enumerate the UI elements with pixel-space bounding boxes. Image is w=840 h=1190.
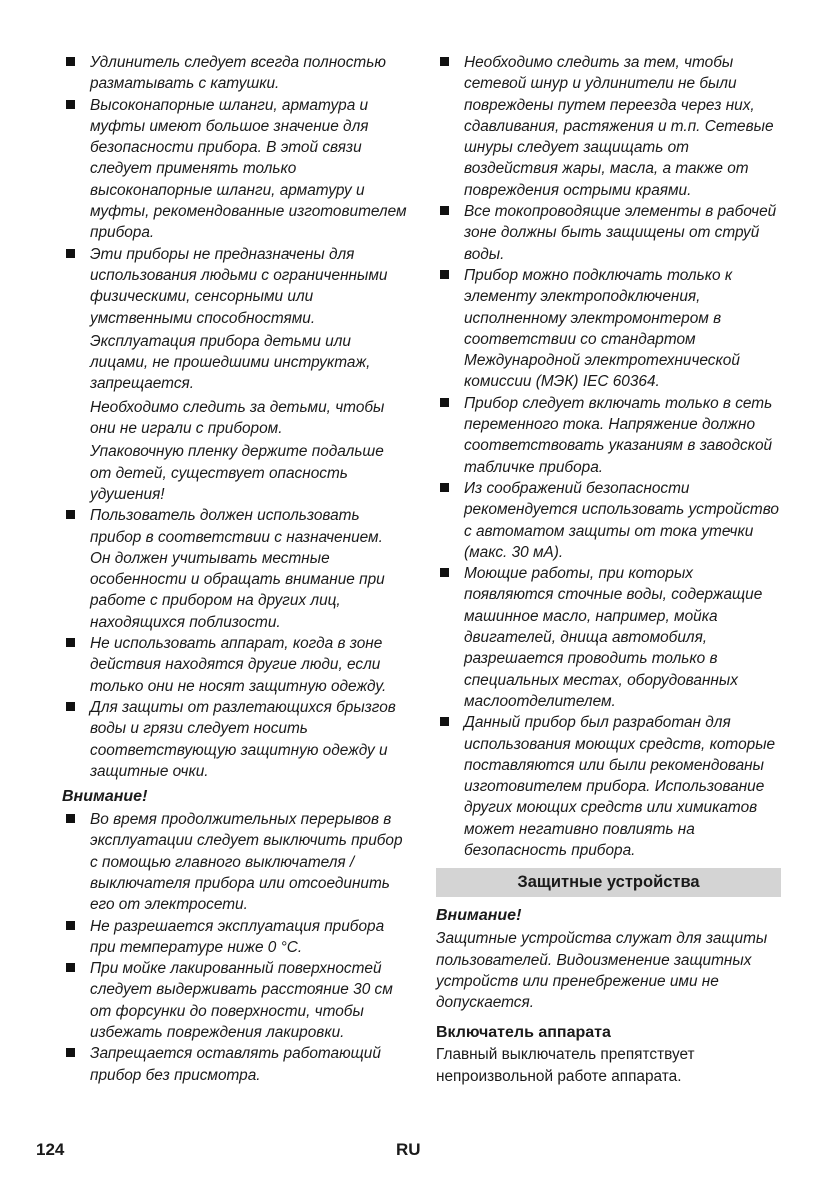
list-item <box>436 201 781 265</box>
list-item <box>62 958 407 1043</box>
list-item-text: При мойке лакированный поверхностей следует выдерживать расстояние 30 см от форсунки до поверхности, чтобы избежать повреждения лакировки. <box>90 960 393 1042</box>
square-bullet-icon <box>440 398 449 407</box>
left-bullet-list-top <box>62 52 407 782</box>
list-item-text: Пользователь должен использовать прибор в соответствии с назначением. Он должен учитывать местные особенности и обращать внимание при работе с прибором на других лиц, находящихся поблизости. <box>90 507 385 631</box>
list-item-text: Эти приборы не предназначены для использования людьми с ограниченными физическими, сенсорными или умственными способностями. <box>90 245 388 327</box>
square-bullet-icon <box>66 249 75 258</box>
list-item <box>436 712 781 861</box>
square-bullet-icon <box>66 702 75 711</box>
list-item <box>62 1043 407 1086</box>
page-number: 124 <box>36 1140 65 1159</box>
square-bullet-icon <box>440 57 449 66</box>
list-item-text: Необходимо следить за тем, чтобы сетевой шнур и удлинители не были повреждены путем переезда через них, сдавливания, растяжения и т.п. Сетевые шнуры следует защищать от воздействия жары, масла, а также от повреждения острыми краями. <box>464 54 774 199</box>
square-bullet-icon <box>440 206 449 215</box>
list-item <box>436 393 781 478</box>
right-bullet-list <box>436 52 781 861</box>
list-item-text: Данный прибор был разработан для использования моющих средств, которые поставляются или были рекомендованы изготовителем прибора. Использование других моющих средств или химикатов может негативно повлиять на безопасность прибора. <box>464 714 776 859</box>
warning-heading-right: Внимание! <box>436 907 522 925</box>
list-item-text: Удлинитель следует всегда полностью разматывать с катушки. <box>90 54 386 93</box>
list-item <box>436 563 781 712</box>
list-item <box>62 916 407 959</box>
list-item <box>436 265 781 393</box>
square-bullet-icon <box>66 814 75 823</box>
list-item-text: Высоконапорные шланги, арматура и муфты имеют большое значение для безопасности прибора. В этой связи следует применять только высоконапорные шланги, арматуру и муфты, рекомендованные изготовителем прибора. <box>90 96 407 242</box>
left-column <box>62 52 407 1086</box>
square-bullet-icon <box>66 57 75 66</box>
square-bullet-icon <box>66 1048 75 1057</box>
list-item-text: Из соображений безопасности рекомендуется использовать устройство с автоматом защиты от тока утечки (макс. 30 мА). <box>464 479 779 561</box>
list-item-text: Во время продолжительных перерывов в эксплуатации следует выключить прибор с помощью главного выключателя / выключателя прибора или отсоединить его от электросети. <box>90 811 403 914</box>
main-switch-heading: Включатель аппарата <box>436 1024 611 1042</box>
square-bullet-icon <box>440 270 449 279</box>
right-column <box>436 52 781 1087</box>
left-bullet-list-bottom <box>62 809 407 1086</box>
list-item-text: Не разрешается эксплуатация прибора при температуре ниже 0 °C. <box>90 917 385 956</box>
list-item <box>436 478 781 563</box>
square-bullet-icon <box>66 510 75 519</box>
square-bullet-icon <box>66 638 75 647</box>
list-item <box>62 809 407 915</box>
main-switch-text: Главный выключатель препятствует непроизвольной работе аппарата. <box>436 1046 695 1085</box>
square-bullet-icon <box>66 100 75 109</box>
list-item <box>62 52 407 95</box>
list-item <box>436 52 781 201</box>
list-item-text: Все токопроводящие элементы в рабочей зоне должны быть защищены от струй воды. <box>464 203 777 263</box>
square-bullet-icon <box>440 483 449 492</box>
square-bullet-icon <box>66 921 75 930</box>
language-code: RU <box>396 1140 421 1159</box>
list-item-text: Для защиты от разлетающихся брызгов воды и грязи следует носить соответствующую защитную одежду и защитные очки. <box>90 698 396 780</box>
list-item <box>62 244 407 506</box>
list-item-text: Не использовать аппарат, когда в зоне действия находятся другие люди, если только они не носят защитную одежду. <box>90 635 387 695</box>
list-item-text: Необходимо следить за детьми, чтобы они не играли с прибором. <box>90 398 385 438</box>
section-title-protective-devices: Защитные устройства <box>436 868 781 897</box>
list-item <box>62 505 407 633</box>
protective-devices-warning-text: Защитные устройства служат для защиты пользователей. Видоизменение защитных устройств или пренебрежение ими не допускается. <box>436 930 768 1012</box>
list-item-text: Упаковочную пленку держите подальше от детей, существует опасность удушения! <box>90 443 384 503</box>
list-item-text: Прибор следует включать только в сеть переменного тока. Напряжение должно соответствовать указаниям в заводской табличке прибора. <box>464 394 773 476</box>
list-item-text: Запрещается оставлять работающий прибор без присмотра. <box>90 1045 381 1084</box>
list-item <box>62 697 407 782</box>
list-item <box>62 95 407 244</box>
list-item <box>62 633 407 697</box>
list-item-text: Прибор можно подключать только к элементу электроподключения, исполненному электромонтером в соответствии со стандартом Международной электротехнической комиссии (МЭК) IEC 60364. <box>464 266 740 391</box>
list-item-text: Моющие работы, при которых появляются сточные воды, содержащие машинное масло, например, мойка двигателей, днища автомобиля, разрешается проводить только в специальных местах, оборудованных маслоотделителем. <box>464 565 763 710</box>
list-item-text: Эксплуатация прибора детьми или лицами, не прошедшими инструктаж, запрещается. <box>90 332 371 393</box>
warning-heading-left: Внимание! <box>62 788 148 806</box>
square-bullet-icon <box>66 963 75 972</box>
square-bullet-icon <box>440 568 449 577</box>
square-bullet-icon <box>440 717 449 726</box>
